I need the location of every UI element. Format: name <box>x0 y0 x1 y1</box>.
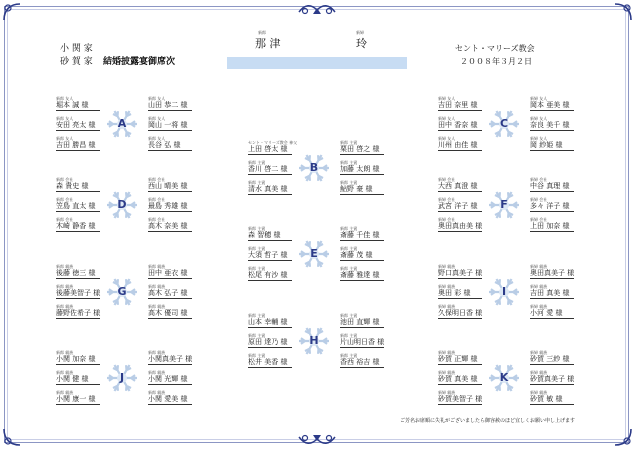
guest-title: 新婦 友人 <box>530 136 548 141</box>
name-underline <box>148 364 192 365</box>
corner-ornament-icon <box>0 425 24 449</box>
guest-title: 新郎 友人 <box>56 96 74 101</box>
guest-name: 岡本 亜美 様 <box>530 101 570 109</box>
guest-title: 新郎 会社 <box>148 177 166 182</box>
guest-title: 新婦 会社 <box>530 217 548 222</box>
guest-name: 奥田真美子 様 <box>530 269 575 277</box>
guest-entry <box>340 246 400 261</box>
guest-name: 笠島 直太 様 <box>56 202 96 210</box>
guest-entry <box>438 116 498 131</box>
name-underline <box>438 211 482 212</box>
guest-name: 奥田 彩 様 <box>438 289 471 297</box>
guest-entry <box>248 160 308 175</box>
guest-title: 新婦 会社 <box>438 197 456 202</box>
name-underline <box>248 260 292 261</box>
guest-name: 木崎 静香 様 <box>56 222 96 230</box>
guest-title: 新郎 親族 <box>148 370 166 375</box>
guest-entry <box>148 350 208 365</box>
name-underline <box>56 278 100 279</box>
name-underline <box>340 240 384 241</box>
guest-entry <box>248 353 308 368</box>
guest-entry <box>56 217 116 232</box>
guest-title: 新婦 親族 <box>438 370 456 375</box>
guest-title: 新郎 主賓 <box>340 333 358 338</box>
name-underline <box>148 278 192 279</box>
groom-name: 那 津 <box>255 37 281 50</box>
guest-name: 大西 真澄 様 <box>438 182 478 190</box>
name-underline <box>248 280 292 281</box>
guest-title: 新郎 会社 <box>148 197 166 202</box>
name-underline <box>438 231 482 232</box>
guest-title: 新婦 友人 <box>438 116 456 121</box>
guest-name: 高木 弘子 様 <box>148 289 188 297</box>
guest-entry <box>438 217 498 232</box>
guest-title: 新郎 会社 <box>148 217 166 222</box>
guest-name: 田中 香奈 様 <box>438 121 478 129</box>
name-underline <box>438 278 482 279</box>
guest-title: 新婦 親族 <box>530 264 548 269</box>
name-underline <box>248 240 292 241</box>
name-underline <box>248 194 292 195</box>
guest-entry <box>56 136 116 151</box>
guest-entry <box>248 266 308 281</box>
corner-ornament-icon <box>611 0 635 24</box>
guest-title: 新郎 親族 <box>148 304 166 309</box>
name-underline <box>438 110 482 111</box>
guest-name: 森 智穂 様 <box>248 231 281 239</box>
name-underline <box>148 110 192 111</box>
guest-entry <box>340 160 400 175</box>
guest-name: 小河 愛 様 <box>530 309 563 317</box>
guest-title: 新婦 会社 <box>438 177 456 182</box>
guest-entry <box>438 197 498 212</box>
guest-entry <box>438 390 498 405</box>
guest-title: 新婦 会社 <box>530 177 548 182</box>
guest-name: 斎藤 茂 様 <box>340 251 373 259</box>
guest-name: 奥田真由美 様 <box>438 222 483 230</box>
name-underline <box>56 211 100 212</box>
guest-name: 小関 愛美 様 <box>148 395 188 403</box>
name-underline <box>530 231 574 232</box>
name-underline <box>248 174 292 175</box>
name-underline <box>340 327 384 328</box>
guest-name: 栗田 啓之 様 <box>340 145 380 153</box>
name-underline <box>340 347 384 348</box>
table-label: I <box>501 285 507 298</box>
guest-name: 清水 真美 様 <box>248 185 288 193</box>
table-label: D <box>117 198 127 211</box>
guest-name: 安田 亮太 様 <box>56 121 96 129</box>
guest-title: 新郎 会社 <box>56 177 74 182</box>
guest-entry <box>248 333 308 348</box>
name-underline <box>530 318 574 319</box>
guest-title: 新郎 親族 <box>148 284 166 289</box>
guest-entry <box>340 140 400 155</box>
guest-name: 砂賀 敏 様 <box>530 395 563 403</box>
guest-entry <box>530 370 590 385</box>
guest-entry <box>530 96 590 111</box>
guest-title: 新郎 親族 <box>56 390 74 395</box>
guest-entry <box>438 370 498 385</box>
name-underline <box>438 130 482 131</box>
name-underline <box>438 404 482 405</box>
guest-name: 砂賀真美子 様 <box>530 375 575 383</box>
guest-title: セント・マリーズ教会 神父 <box>248 140 298 145</box>
footer-note: ご芳名お席順に失礼がございましたら御容赦のほど宜しくお願い申し上げます <box>400 418 576 424</box>
guest-title: 新郎 会社 <box>56 197 74 202</box>
guest-title: 新郎 主賓 <box>248 246 266 251</box>
guest-title: 新郎 主賓 <box>340 180 358 185</box>
name-underline <box>530 404 574 405</box>
guest-title: 新郎 主賓 <box>248 353 266 358</box>
guest-name: 鮎野 豪 様 <box>340 185 373 193</box>
guest-entry <box>438 96 498 111</box>
name-underline <box>148 211 192 212</box>
name-underline <box>340 280 384 281</box>
bride-name: 玲 <box>356 37 367 50</box>
guest-name: 多々 洋子 様 <box>530 202 570 210</box>
guest-name: 吉田 勝昌 様 <box>56 141 96 149</box>
page-title: 結婚披露宴御席次 <box>103 57 176 67</box>
name-underline <box>340 260 384 261</box>
guest-entry <box>438 177 498 192</box>
guest-name: 砂賀 真美 様 <box>438 375 478 383</box>
guest-name: 大須 哲子 様 <box>248 251 288 259</box>
guest-entry <box>56 304 116 319</box>
guest-entry <box>248 313 308 328</box>
guest-entry <box>530 136 590 151</box>
corner-ornament-icon <box>0 0 24 24</box>
guest-name: 砂賀美智子 様 <box>438 395 483 403</box>
guest-entry <box>438 136 498 151</box>
guest-name: 野口真美子 様 <box>438 269 483 277</box>
guest-name: 上田 啓太 様 <box>248 145 288 153</box>
guest-name: 久保明日香 様 <box>438 309 483 317</box>
guest-entry <box>530 304 590 319</box>
guest-entry <box>56 177 116 192</box>
guest-title: 新婦 親族 <box>530 370 548 375</box>
guest-name: 小関 健 様 <box>56 375 89 383</box>
guest-entry <box>530 264 590 279</box>
name-underline <box>530 191 574 192</box>
guest-name: 香川 啓二 様 <box>248 165 288 173</box>
guest-title: 新郎 友人 <box>56 116 74 121</box>
guest-entry <box>438 350 498 365</box>
guest-entry <box>148 264 208 279</box>
guest-entry <box>148 96 208 111</box>
name-underline <box>148 298 192 299</box>
name-underline <box>56 318 100 319</box>
guest-title: 新郎 主賓 <box>340 353 358 358</box>
guest-name: 池田 直輝 様 <box>340 318 380 326</box>
guest-name: 岡 紗姫 様 <box>530 141 563 149</box>
name-underline <box>530 298 574 299</box>
venue: セント・マリーズ教会 <box>455 44 535 53</box>
guest-name: 堀本 誠 様 <box>56 101 89 109</box>
guest-title: 新郎 会社 <box>56 217 74 222</box>
name-underline <box>438 298 482 299</box>
guest-name: 片山明日香 様 <box>340 338 385 346</box>
guest-name: 松井 美香 様 <box>248 358 288 366</box>
guest-title: 新婦 親族 <box>438 304 456 309</box>
guest-title: 新婦 親族 <box>530 284 548 289</box>
guest-name: 上田 加奈 様 <box>530 222 570 230</box>
guest-entry <box>56 284 116 299</box>
guest-title: 新郎 主賓 <box>340 246 358 251</box>
guest-entry <box>248 246 308 261</box>
guest-title: 新郎 主賓 <box>248 266 266 271</box>
guest-title: 新婦 友人 <box>438 96 456 101</box>
guest-entry <box>148 284 208 299</box>
name-underline <box>248 347 292 348</box>
guest-name: 岡山 一将 様 <box>148 121 188 129</box>
name-underline <box>56 150 100 151</box>
guest-name: 松尾 有沙 様 <box>248 271 288 279</box>
name-underline <box>248 327 292 328</box>
guest-entry <box>340 266 400 281</box>
guest-title: 新郎 主賓 <box>248 333 266 338</box>
guest-title: 新婦 親族 <box>530 350 548 355</box>
guest-name: 小関 光輝 様 <box>148 375 188 383</box>
name-underline <box>530 150 574 151</box>
guest-entry <box>530 116 590 131</box>
guest-entry <box>56 264 116 279</box>
guest-name: 最島 秀雄 様 <box>148 202 188 210</box>
table-label: B <box>309 161 319 174</box>
guest-entry <box>340 313 400 328</box>
guest-entry <box>438 284 498 299</box>
event-date: ２００８年３月２日 <box>460 57 532 66</box>
bride-label: 新婦 <box>356 30 364 35</box>
guest-name: 武宮 洋子 様 <box>438 202 478 210</box>
guest-title: 新郎 親族 <box>148 350 166 355</box>
guest-title: 新郎 親族 <box>148 390 166 395</box>
guest-name: 田中 亜衣 様 <box>148 269 188 277</box>
bottom-ornament-icon <box>297 431 337 447</box>
table-label: E <box>310 247 318 260</box>
guest-title: 新郎 主賓 <box>340 226 358 231</box>
guest-title: 新婦 友人 <box>438 136 456 141</box>
top-ornament-icon <box>297 2 337 18</box>
guest-title: 新郎 友人 <box>56 136 74 141</box>
guest-title: 新郎 親族 <box>148 264 166 269</box>
guest-entry <box>438 264 498 279</box>
name-underline <box>340 367 384 368</box>
guest-entry <box>56 390 116 405</box>
name-underline <box>340 194 384 195</box>
guest-name: 後藤美智子 様 <box>56 289 101 297</box>
guest-name: 後藤 徳三 様 <box>56 269 96 277</box>
guest-title: 新郎 主賓 <box>340 313 358 318</box>
table-label: A <box>117 117 127 130</box>
guest-entry <box>248 180 308 195</box>
guest-name: 吉田 奈里 様 <box>438 101 478 109</box>
guest-entry <box>148 116 208 131</box>
guest-name: 斎藤 千佳 様 <box>340 231 380 239</box>
guest-entry <box>56 96 116 111</box>
name-underline <box>56 130 100 131</box>
guest-name: 西山 晴美 様 <box>148 182 188 190</box>
guest-entry <box>148 304 208 319</box>
table-label: H <box>309 334 319 347</box>
guest-title: 新郎 親族 <box>56 284 74 289</box>
name-underline <box>56 298 100 299</box>
guest-title: 新婦 親族 <box>438 390 456 395</box>
guest-title: 新郎 親族 <box>56 264 74 269</box>
guest-title: 新郎 親族 <box>56 304 74 309</box>
name-underline <box>56 231 100 232</box>
guest-title: 新郎 主賓 <box>340 160 358 165</box>
guest-title: 新郎 主賓 <box>248 160 266 165</box>
guest-title: 新郎 友人 <box>148 116 166 121</box>
guest-entry <box>530 350 590 365</box>
name-underline <box>56 404 100 405</box>
guest-entry <box>148 370 208 385</box>
table-label: G <box>117 285 127 298</box>
name-underline <box>56 110 100 111</box>
guest-name: 砂賀 三紗 様 <box>530 355 570 363</box>
guest-entry <box>148 197 208 212</box>
guest-name: 高木 優司 様 <box>148 309 188 317</box>
name-underline <box>148 231 192 232</box>
guest-name: 川州 由佳 様 <box>438 141 478 149</box>
name-underline <box>340 154 384 155</box>
name-underline <box>56 364 100 365</box>
guest-entry <box>340 353 400 368</box>
guest-title: 新婦 会社 <box>530 197 548 202</box>
guest-title: 新郎 主賓 <box>248 313 266 318</box>
guest-name: 長谷 弘 様 <box>148 141 181 149</box>
guest-title: 新郎 主賓 <box>340 266 358 271</box>
guest-name: 原田 達乃 様 <box>248 338 288 346</box>
name-underline <box>148 130 192 131</box>
guest-title: 新婦 親族 <box>438 350 456 355</box>
highlight-bar <box>227 57 407 69</box>
table-label: C <box>499 117 509 130</box>
name-underline <box>56 191 100 192</box>
guest-title: 新郎 友人 <box>148 96 166 101</box>
name-underline <box>438 364 482 365</box>
name-underline <box>530 110 574 111</box>
name-underline <box>148 384 192 385</box>
guest-title: 新婦 友人 <box>530 96 548 101</box>
name-underline <box>438 191 482 192</box>
guest-entry <box>148 177 208 192</box>
name-underline <box>148 404 192 405</box>
groom-label: 新郎 <box>258 30 266 35</box>
name-underline <box>148 191 192 192</box>
guest-entry <box>56 116 116 131</box>
guest-name: 高木 奈美 様 <box>148 222 188 230</box>
guest-entry <box>56 197 116 212</box>
table-label: J <box>119 371 125 384</box>
family-right: 砂 賀 家 <box>60 57 93 67</box>
guest-entry <box>148 217 208 232</box>
guest-name: 山本 幸輔 様 <box>248 318 288 326</box>
guest-entry <box>340 180 400 195</box>
table-label: K <box>499 371 509 384</box>
guest-title: 新郎 主賓 <box>248 180 266 185</box>
guest-name: 森 貴史 様 <box>56 182 89 190</box>
guest-name: 小関 加奈 様 <box>56 355 96 363</box>
guest-entry <box>248 140 308 155</box>
name-underline <box>148 150 192 151</box>
guest-title: 新婦 親族 <box>438 284 456 289</box>
guest-name: 山田 恭二 様 <box>148 101 188 109</box>
guest-name: 香西 裕吉 様 <box>340 358 380 366</box>
guest-title: 新郎 主賓 <box>340 140 358 145</box>
guest-entry <box>148 390 208 405</box>
guest-name: 小関 康一 様 <box>56 395 96 403</box>
guest-title: 新婦 親族 <box>530 390 548 395</box>
name-underline <box>438 384 482 385</box>
guest-entry <box>248 226 308 241</box>
guest-entry <box>56 370 116 385</box>
guest-entry <box>148 136 208 151</box>
table-label: F <box>500 198 508 211</box>
name-underline <box>438 318 482 319</box>
family-left: 小 関 家 <box>60 44 93 54</box>
guest-title: 新婦 友人 <box>530 116 548 121</box>
guest-entry <box>340 333 400 348</box>
guest-name: 中谷 真理 様 <box>530 182 570 190</box>
guest-entry <box>340 226 400 241</box>
guest-entry <box>530 177 590 192</box>
name-underline <box>530 211 574 212</box>
name-underline <box>530 384 574 385</box>
name-underline <box>438 150 482 151</box>
name-underline <box>340 174 384 175</box>
name-underline <box>56 384 100 385</box>
guest-name: 奈良 美千 様 <box>530 121 570 129</box>
guest-entry <box>530 390 590 405</box>
guest-name: 加藤 太朗 様 <box>340 165 380 173</box>
guest-entry <box>530 217 590 232</box>
guest-entry <box>438 304 498 319</box>
guest-entry <box>530 197 590 212</box>
name-underline <box>248 367 292 368</box>
name-underline <box>530 364 574 365</box>
guest-title: 新婦 会社 <box>438 217 456 222</box>
guest-name: 砂賀 正輝 様 <box>438 355 478 363</box>
guest-entry <box>56 350 116 365</box>
guest-name: 藤野佐希子 様 <box>56 309 101 317</box>
guest-name: 小関真美子 様 <box>148 355 193 363</box>
guest-title: 新婦 親族 <box>530 304 548 309</box>
guest-name: 吉田 真美 様 <box>530 289 570 297</box>
name-underline <box>530 130 574 131</box>
guest-entry <box>530 284 590 299</box>
guest-title: 新郎 主賓 <box>248 226 266 231</box>
guest-title: 新婦 親族 <box>438 264 456 269</box>
name-underline <box>148 318 192 319</box>
name-underline <box>530 278 574 279</box>
corner-ornament-icon <box>611 425 635 449</box>
guest-name: 斎藤 雅達 様 <box>340 271 380 279</box>
guest-title: 新郎 親族 <box>56 350 74 355</box>
guest-title: 新郎 親族 <box>56 370 74 375</box>
name-underline <box>248 154 292 155</box>
guest-title: 新郎 友人 <box>148 136 166 141</box>
